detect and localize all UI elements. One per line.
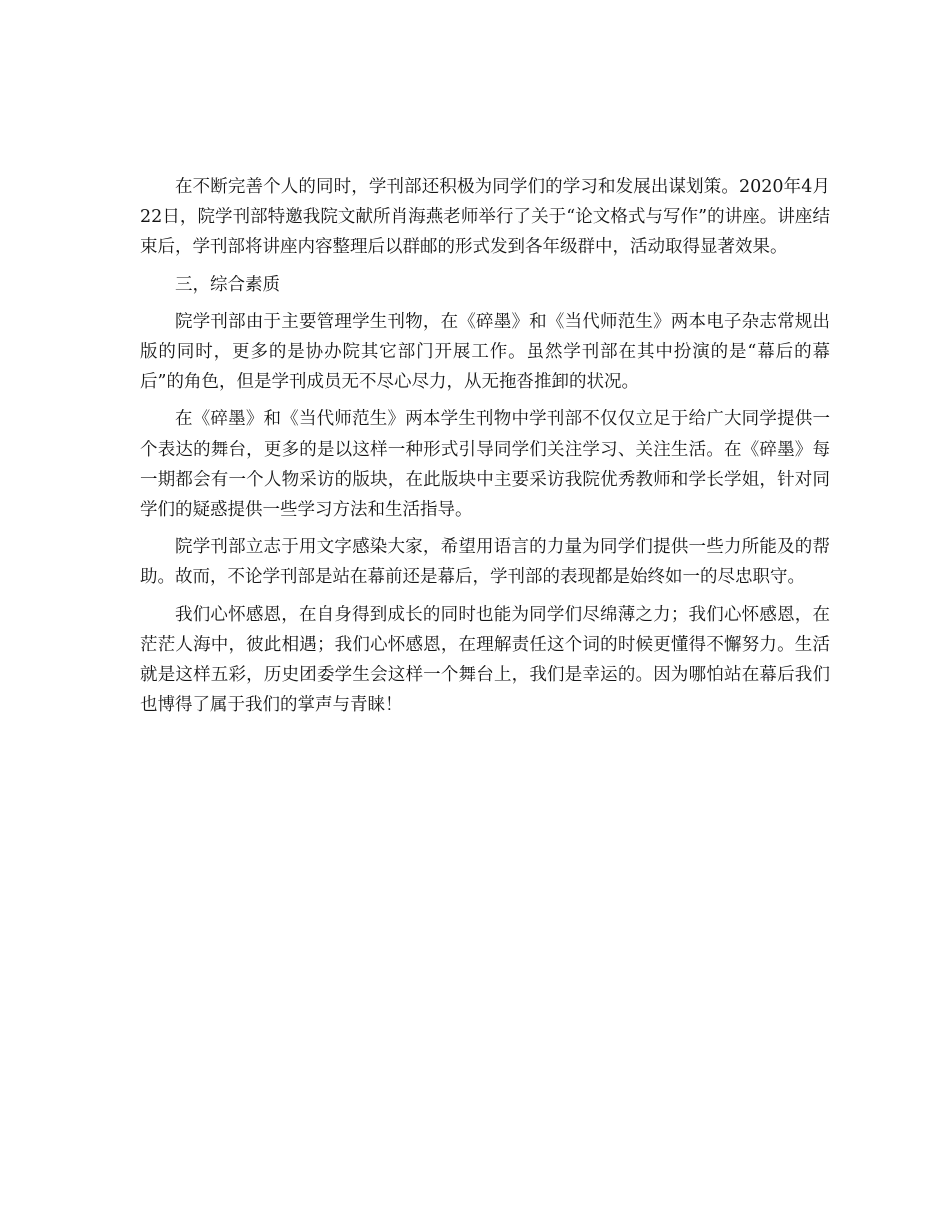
paragraph-mission: 院学刊部立志于用文字感染大家，希望用语言的力量为同学们提供一些力所能及的帮助。故而，不论学刊部是站在幕前还是幕后，学刊部的表现都是始终如一的尽忠职守。 xyxy=(140,537,830,588)
document-body xyxy=(140,172,830,727)
section-heading-comprehensive-quality: 三，综合素质 xyxy=(175,274,280,295)
paragraph-gratitude: 我们心怀感恩，在自身得到成长的同时也能为同学们尽绵薄之力；我们心怀感恩，在茫茫人海中，彼此相遇；我们心怀感恩，在理解责任这个词的时候更懂得不懈努力。生活就是这样五彩，历史团委学生会这样一个舞台上，我们是幸运的。因为哪怕站在幕后我们也博得了属于我们的掌声与青睐！ xyxy=(140,604,830,716)
paragraph-publications: 院学刊部由于主要管理学生刊物，在《碎墨》和《当代师范生》两本电子杂志常规出版的同时，更多的是协办院其它部门开展工作。虽然学刊部在其中扮演的是“幕后的幕后”的角色，但是学刊成员无不尽心尽力，从无拖沓推卸的状况。 xyxy=(140,311,830,393)
paragraph-stage: 在《碎墨》和《当代师范生》两本学生刊物中学刊部不仅仅立足于给广大同学提供一个表达的舞台，更多的是以这样一种形式引导同学们关注学习、关注生活。在《碎墨》每一期都会有一个人物采访的版块，在此版块中主要采访我院优秀教师和学长学姐，针对同学们的疑惑提供一些学习方法和生活指导。 xyxy=(140,409,830,521)
paragraph-lecture: 在不断完善个人的同时，学刊部还积极为同学们的学习和发展出谋划策。2020年4月22日，院学刊部特邀我院文献所肖海燕老师举行了关于“论文格式与写作”的讲座。讲座结束后，学刊部将讲座内容整理后以群邮的形式发到各年级群中，活动取得显著效果。 xyxy=(140,177,830,258)
